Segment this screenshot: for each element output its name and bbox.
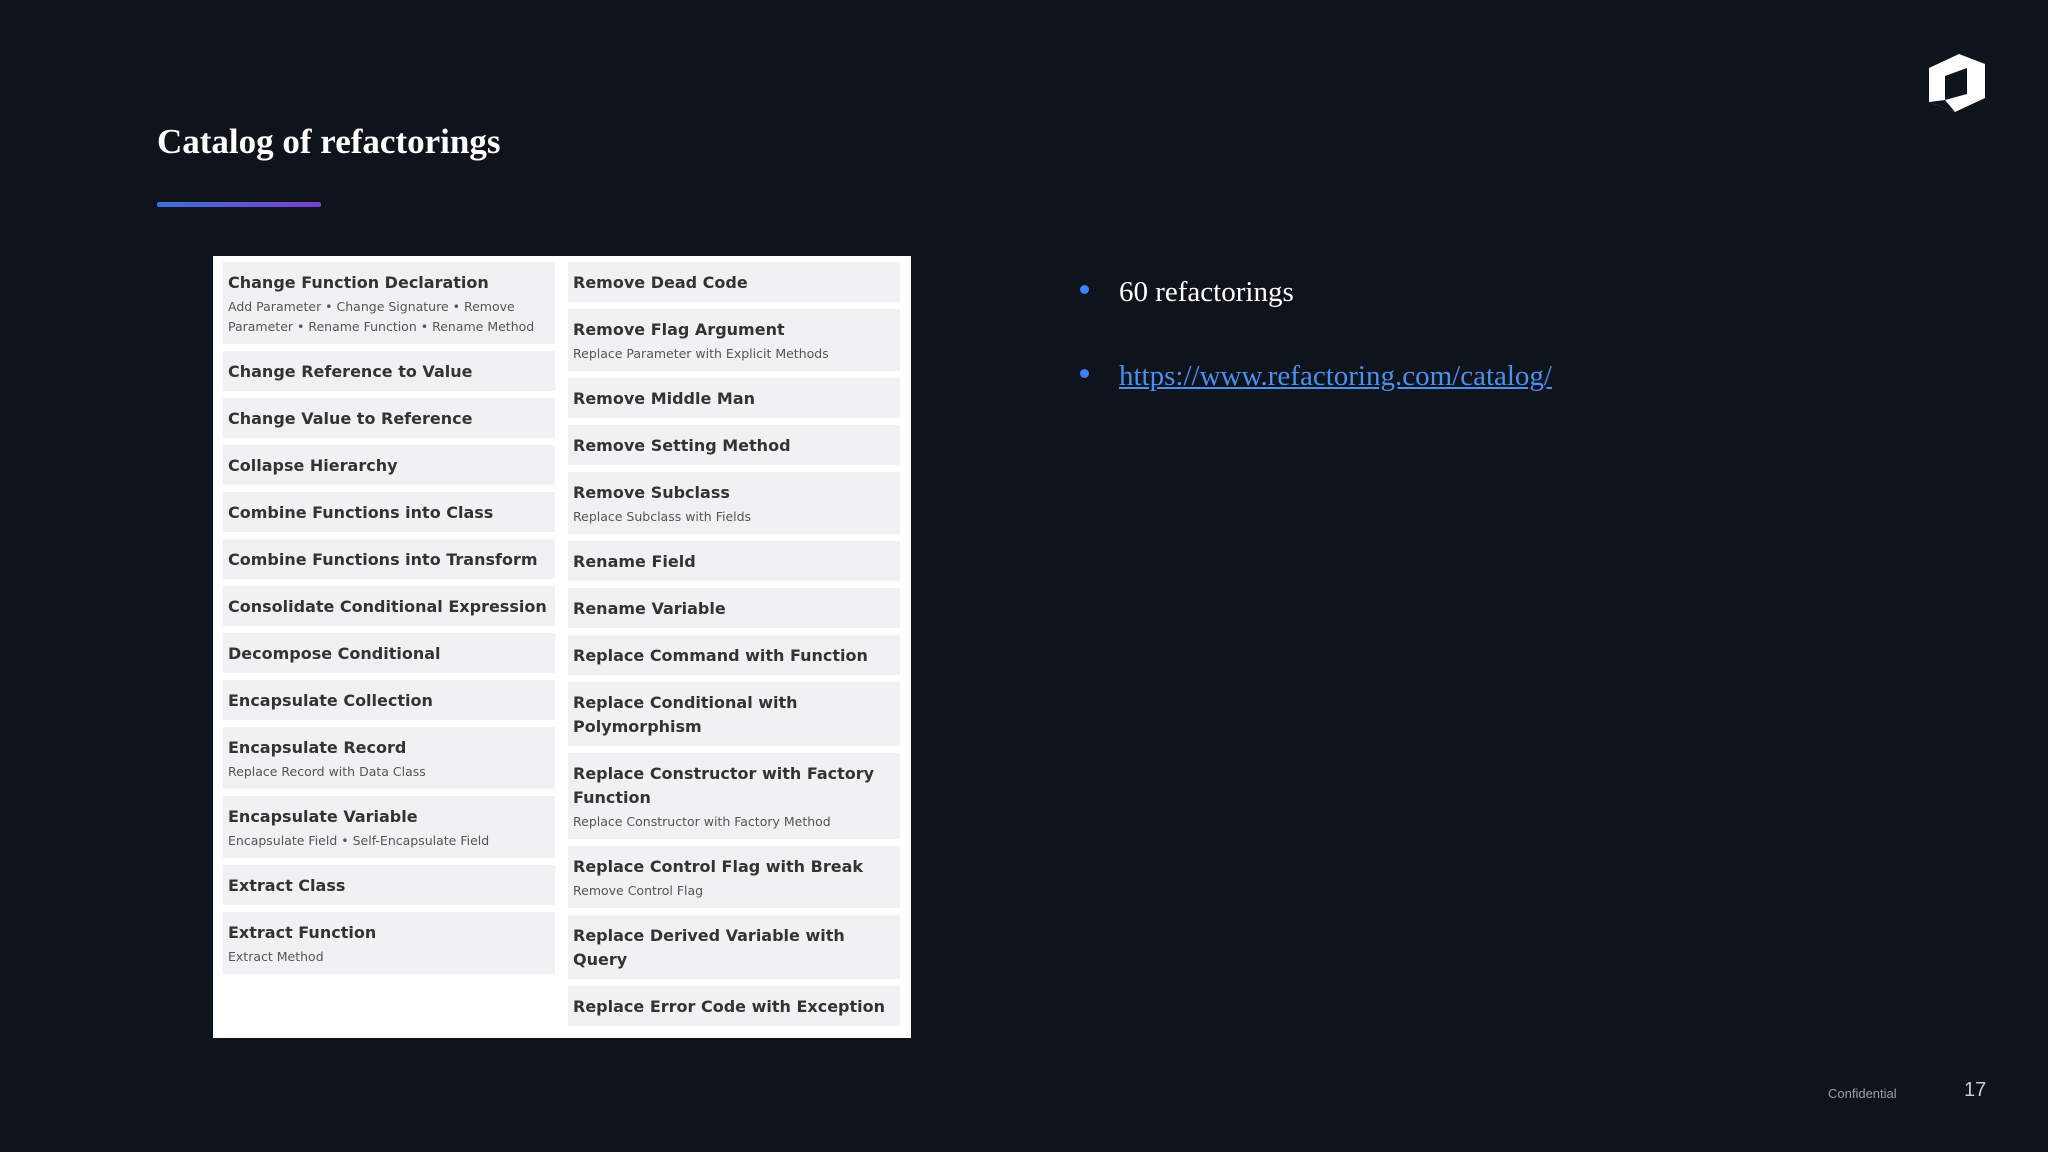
refactoring-name: Replace Conditional with Polymorphism [573,693,798,736]
refactoring-card [223,865,555,905]
bullet-list [1080,270,1552,438]
refactoring-name: Replace Control Flag with Break [573,857,864,876]
page-number: 17 [1964,1079,1987,1101]
confidential-label: Confidential [1828,1086,1897,1101]
bullet-dot-icon [1080,285,1089,294]
bullet-text: 60 refactorings [1119,276,1294,308]
refactoring-card [223,445,555,485]
refactoring-name: Consolidate Conditional Expression [228,597,547,616]
refactoring-name: Replace Error Code with Exception [573,997,886,1016]
refactoring-card [568,378,900,418]
refactoring-card [223,492,555,532]
refactoring-alias: Encapsulate Field • Self-Encapsulate Field [228,833,490,848]
refactoring-alias: Replace Subclass with Fields [573,509,752,524]
refactoring-name: Replace Constructor with Factory Function [573,764,875,807]
refactoring-card [568,541,900,581]
refactoring-card [568,682,900,746]
refactoring-name: Remove Middle Man [573,389,756,408]
refactoring-card [223,351,555,391]
refactoring-name: Collapse Hierarchy [228,456,398,475]
refactoring-name: Encapsulate Collection [228,691,433,710]
refactoring-alias: Remove Control Flag [573,883,704,898]
refactoring-card [223,262,555,344]
refactoring-card [568,309,900,371]
refactoring-name: Decompose Conditional [228,644,441,663]
refactoring-name: Remove Subclass [573,483,730,502]
catalog-link[interactable]: https://www.refactoring.com/catalog/ [1119,360,1552,392]
refactoring-name: Extract Function [228,923,377,942]
bullet-item [1080,270,1552,314]
refactoring-name: Combine Functions into Class [228,503,494,522]
refactoring-name: Replace Command with Function [573,646,868,665]
refactoring-card [568,425,900,465]
catalog-left-column [223,262,555,1032]
refactoring-card [223,727,555,789]
refactoring-card [223,796,555,858]
refactoring-card [223,912,555,974]
refactoring-name: Extract Class [228,876,346,895]
refactoring-name: Change Reference to Value [228,362,473,381]
refactoring-alias: Replace Constructor with Factory Method [573,814,831,829]
refactoring-card [223,398,555,438]
refactoring-catalog-image [213,256,911,1038]
refactoring-card [223,586,555,626]
refactoring-card [568,986,900,1026]
refactoring-card [223,539,555,579]
refactoring-card [568,472,900,534]
cube-logo-icon [1925,50,1989,116]
refactoring-alias: Replace Record with Data Class [228,764,426,779]
bullet-dot-icon [1080,369,1089,378]
catalog-right-column [568,262,900,1032]
refactoring-alias: Extract Method [228,949,324,964]
refactoring-name: Encapsulate Record [228,738,407,757]
refactoring-name: Remove Dead Code [573,273,748,292]
refactoring-card [568,262,900,302]
refactoring-name: Replace Derived Variable with Query [573,926,845,969]
refactoring-card [568,635,900,675]
refactoring-card [568,846,900,908]
refactoring-alias: Add Parameter • Change Signature • Remove Parameter • Rename Function • Rename Method [228,299,535,334]
title-underline [157,202,321,207]
refactoring-name: Change Value to Reference [228,409,473,428]
slide-title: Catalog of refactorings [157,122,501,161]
refactoring-card [223,680,555,720]
refactoring-name: Change Function Declaration [228,273,489,292]
refactoring-name: Rename Variable [573,599,726,618]
refactoring-name: Encapsulate Variable [228,807,418,826]
refactoring-card [568,753,900,839]
refactoring-name: Rename Field [573,552,696,571]
refactoring-name: Remove Flag Argument [573,320,785,339]
refactoring-alias: Replace Parameter with Explicit Methods [573,346,829,361]
refactoring-card [568,915,900,979]
refactoring-card [223,633,555,673]
bullet-item [1080,354,1552,398]
refactoring-card [568,588,900,628]
refactoring-name: Combine Functions into Transform [228,550,538,569]
refactoring-name: Remove Setting Method [573,436,791,455]
